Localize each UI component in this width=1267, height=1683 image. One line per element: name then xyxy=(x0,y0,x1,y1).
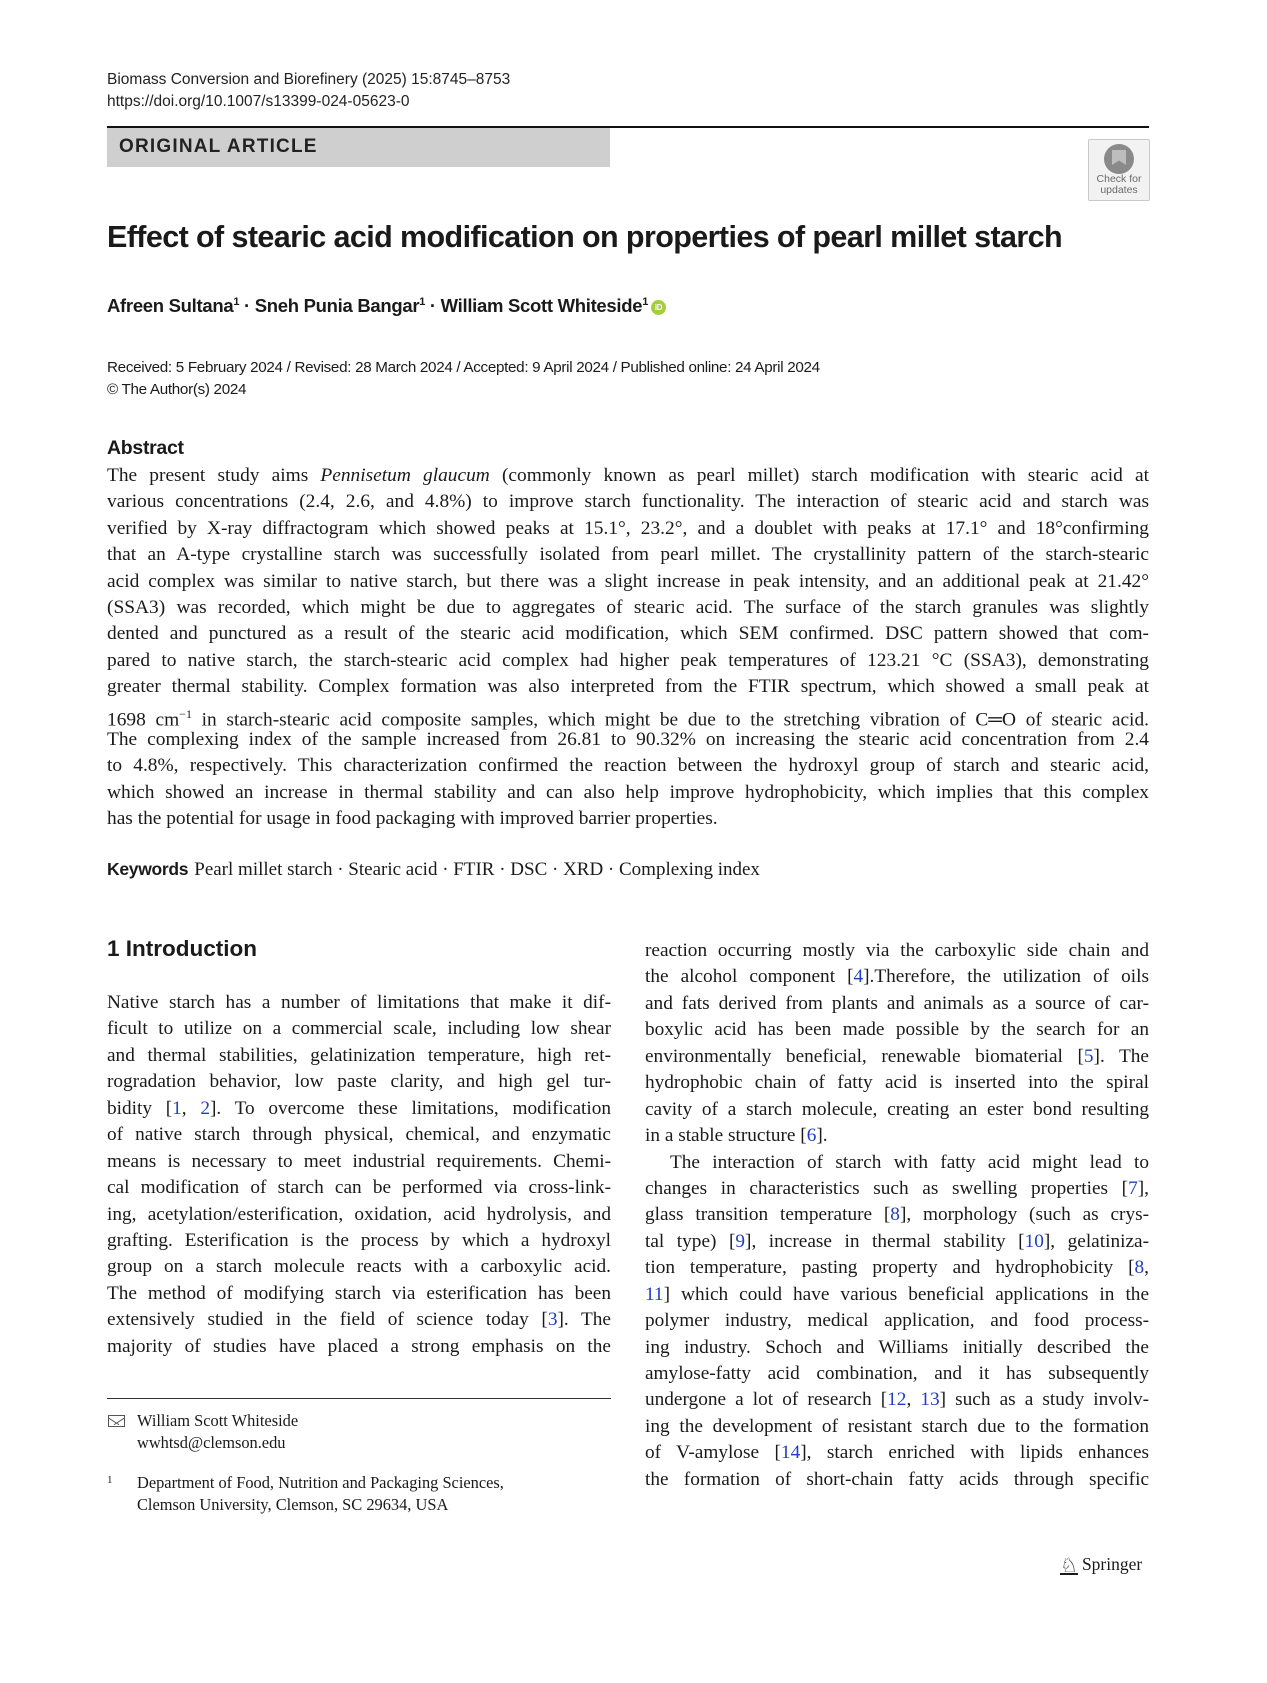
citation-link[interactable]: 2 xyxy=(200,1097,210,1119)
text-run: greater thermal stability. Complex formation was also interpreted from the FTIR spectrum, which showed a small peak at xyxy=(107,676,1149,698)
text-run: various concentrations (2.4, 2.6, and 4.8%) to improve starch functionality. The interaction of stearic acid and starch was xyxy=(107,491,1149,513)
doi-link[interactable]: https://doi.org/10.1007/s13399-024-05623-0 xyxy=(107,93,410,110)
section-heading-introduction: 1 Introduction xyxy=(107,936,257,961)
article-type-band xyxy=(107,128,610,167)
text-run: environmentally beneficial, renewable biomaterial [ xyxy=(645,1045,1084,1067)
author-affiliation-mark: 1 xyxy=(233,295,240,308)
text-run: the formation of short-chain fatty acids through specific xyxy=(645,1468,1149,1490)
text-line xyxy=(645,1361,1149,1387)
text-line xyxy=(107,463,1149,489)
text-line xyxy=(107,1122,611,1148)
text-run: polymer industry, medical application, and food process- xyxy=(645,1310,1149,1332)
text-run: bidity [ xyxy=(107,1097,173,1119)
text-line xyxy=(107,648,1149,674)
publisher-logo xyxy=(1060,1553,1142,1578)
text-line xyxy=(107,489,1149,515)
text-line xyxy=(645,964,1149,990)
abstract-body xyxy=(107,463,1149,832)
text-line xyxy=(107,1334,611,1360)
text-run: ficult to utilize on a commercial scale, including low shear xyxy=(107,1018,611,1040)
citation-link[interactable]: 9 xyxy=(735,1230,746,1252)
publisher-name: Springer xyxy=(1081,1554,1143,1574)
text-run: hydrophobic chain of fatty acid is inserted into the spiral xyxy=(645,1072,1149,1094)
text-run: The present study aims xyxy=(107,465,321,486)
text-run: The method of modifying starch via esterification has been xyxy=(107,1282,611,1304)
text-run: cal modification of starch can be performed via cross-link- xyxy=(107,1177,611,1199)
text-run: of native starch through physical, chemical, and enzymatic xyxy=(107,1124,611,1146)
text-run: , xyxy=(181,1097,201,1119)
text-run: tion temperature, pasting property and hydrophobicity [ xyxy=(645,1257,1135,1279)
check-for-updates-line-2: updates xyxy=(1100,184,1138,196)
citation-link[interactable]: 4 xyxy=(853,966,864,988)
crossmark-icon xyxy=(1104,144,1134,174)
check-for-updates-line-1: Check for xyxy=(1096,173,1142,185)
text-line xyxy=(107,1149,611,1175)
text-run: ]. The xyxy=(1093,1045,1149,1067)
text-run: ing industry. Schoch and Williams initially described the xyxy=(645,1336,1149,1358)
text-run: grafting. Esterification is the process by which a hydroxyl xyxy=(107,1229,611,1251)
orcid-icon[interactable]: iD xyxy=(651,300,666,315)
citation-link[interactable]: 8 xyxy=(1134,1257,1145,1279)
author-separator: · xyxy=(425,295,441,316)
text-run: ] such as a study involv- xyxy=(939,1389,1150,1411)
text-line xyxy=(107,806,1149,832)
footnotes xyxy=(107,1410,504,1515)
text-run: extensively studied in the field of science today [ xyxy=(107,1309,548,1331)
text-run: 1698 cm xyxy=(107,708,180,730)
text-line xyxy=(107,595,1149,621)
footnote-rule xyxy=(107,1398,611,1399)
text-run: and thermal stabilities, gelatinization temperature, high ret- xyxy=(107,1044,611,1066)
text-run: acid complex was similar to native starch, but there was a slight increase in peak intensity, and an additional peak at 21.42° xyxy=(107,570,1149,592)
text-run: undergone a lot of research [ xyxy=(645,1389,888,1411)
text-line xyxy=(107,1043,611,1069)
citation-link[interactable]: 13 xyxy=(920,1389,940,1411)
body-column-left xyxy=(107,990,611,1360)
envelope-icon xyxy=(108,1415,125,1427)
keywords xyxy=(107,859,760,881)
text-run: amylose-fatty acid combination, and it has subsequently xyxy=(645,1363,1149,1384)
text-run: which showed an increase in thermal stability and can also help improve hydrophobicity, which implies that this complex xyxy=(107,781,1149,803)
text-line xyxy=(107,1307,611,1333)
text-line xyxy=(107,990,611,1016)
text-run: ], increase in thermal stability [ xyxy=(745,1230,1025,1252)
text-run: cavity of a starch molecule, creating an ester bond resulting xyxy=(645,1098,1149,1120)
text-line xyxy=(645,1440,1149,1466)
text-line xyxy=(645,1335,1149,1361)
text-line xyxy=(645,1044,1149,1070)
citation-link[interactable]: 6 xyxy=(806,1125,817,1147)
text-run: group on a starch molecule reacts with a carboxylic acid. xyxy=(107,1256,611,1278)
author-name: Sneh Punia Bangar xyxy=(254,295,420,316)
citation-link[interactable]: 10 xyxy=(1024,1230,1044,1252)
text-line xyxy=(107,674,1149,700)
text-run: ing the development of resistant starch due to the formation xyxy=(645,1415,1149,1437)
text-run: to 4.8%, respectively. This characterization confirmed the reaction between the hydroxyl group of starch and stearic acid, xyxy=(107,755,1149,777)
text-run: The complexing index of the sample increased from 26.81 to 90.32% on increasing the stearic acid concentration from 2.4 xyxy=(107,728,1149,750)
article-type-label: ORIGINAL ARTICLE xyxy=(119,136,318,157)
text-run: ]. To overcome these limitations, modification xyxy=(209,1097,612,1119)
author-list xyxy=(107,295,666,317)
citation-link[interactable]: 8 xyxy=(890,1204,900,1226)
text-run: means is necessary to meet industrial requirements. Chemi- xyxy=(107,1150,611,1172)
text-run: changes in characteristics such as swelling properties [ xyxy=(645,1177,1129,1199)
text-run: in starch-stearic acid composite samples, which might be due to the stretching vibration of C═O of stearic acid. xyxy=(191,708,1149,730)
citation-link[interactable]: 12 xyxy=(887,1389,907,1411)
text-line xyxy=(107,1175,611,1201)
copyright: © The Author(s) 2024 xyxy=(107,380,247,398)
knight-chess-icon: ♘ xyxy=(1060,1555,1078,1577)
citation-link[interactable]: 14 xyxy=(780,1442,801,1464)
text-run: boxylic acid has been made possible by the search for an xyxy=(645,1019,1149,1041)
text-line xyxy=(645,1255,1149,1281)
text-run: glass transition temperature [ xyxy=(645,1204,891,1226)
text-run: , xyxy=(1144,1257,1149,1279)
text-run: ], starch enriched with lipids enhances xyxy=(800,1442,1150,1464)
italic-term: Pennisetum glaucum xyxy=(320,465,490,486)
text-line xyxy=(107,621,1149,647)
text-run: dented and punctured as a result of the stearic acid modification, which SEM confirmed. DSC pattern showed that com- xyxy=(107,623,1149,645)
text-line xyxy=(107,1016,611,1042)
text-line xyxy=(107,701,1149,730)
text-line xyxy=(645,1017,1149,1043)
text-line xyxy=(645,1229,1149,1255)
text-line xyxy=(107,1202,611,1228)
text-run: ] which could have various beneficial applications in the xyxy=(663,1283,1149,1305)
journal-header xyxy=(107,69,510,113)
text-run: majority of studies have placed a strong emphasis on the xyxy=(107,1335,611,1357)
author-name: William Scott Whiteside xyxy=(440,295,643,316)
text-line xyxy=(645,1123,1149,1149)
text-run: the alcohol component [ xyxy=(645,966,854,988)
text-line xyxy=(107,1228,611,1254)
text-run: pared to native starch, the starch-stearic acid complex had higher peak temperatures of 123.21 °C (SSA3), demonstrating xyxy=(107,649,1149,671)
text-run: ], gelatiniza- xyxy=(1043,1230,1149,1252)
citation-link[interactable]: 7 xyxy=(1128,1177,1138,1199)
check-for-updates-button[interactable] xyxy=(1088,139,1150,201)
text-run: rogradation behavior, low paste clarity, and high gel tur- xyxy=(107,1071,611,1093)
text-line xyxy=(107,569,1149,595)
author-name: Afreen Sultana xyxy=(107,295,234,316)
text-run: ing, acetylation/esterification, oxidation, acid hydrolysis, and xyxy=(107,1203,611,1225)
text-run: ]. The xyxy=(557,1309,611,1331)
text-line xyxy=(645,991,1149,1017)
citation-link[interactable]: 1 xyxy=(172,1097,182,1119)
text-line xyxy=(107,1096,611,1122)
text-run: and fats derived from plants and animals as a source of car- xyxy=(645,992,1149,1014)
text-line xyxy=(645,1414,1149,1440)
text-line xyxy=(107,1281,611,1307)
text-line xyxy=(107,1069,611,1095)
check-for-updates-label xyxy=(1089,174,1149,196)
text-line xyxy=(645,1308,1149,1334)
text-run: in a stable structure [ xyxy=(645,1125,807,1147)
text-run: ], xyxy=(1137,1177,1149,1199)
corresponding-author-email[interactable]: wwhtsd@clemson.edu xyxy=(137,1432,286,1452)
text-line xyxy=(645,1097,1149,1123)
citation-link[interactable]: 11 xyxy=(645,1283,664,1305)
text-run: ], morphology (such as crys- xyxy=(899,1204,1150,1226)
text-line xyxy=(645,1176,1149,1202)
affiliation-mark: 1 xyxy=(107,1474,113,1486)
text-run: has the potential for usage in food packaging with improved barrier properties. xyxy=(107,808,718,830)
corresponding-author-name: William Scott Whiteside xyxy=(137,1411,299,1430)
text-line xyxy=(645,938,1149,964)
text-run: ].Therefore, the utilization of oils xyxy=(863,966,1149,988)
affiliation-line: Clemson University, Clemson, SC 29634, USA xyxy=(137,1494,449,1514)
text-line xyxy=(107,542,1149,568)
citation-link[interactable]: 3 xyxy=(547,1309,558,1331)
text-line xyxy=(645,1070,1149,1096)
text-line xyxy=(107,780,1149,806)
text-line xyxy=(107,727,1149,753)
text-run: (commonly known as pearl millet) starch modification with stearic acid at xyxy=(489,465,1149,486)
text-run: The interaction of starch with fatty acid might lead to xyxy=(670,1151,1149,1173)
text-run: tal type) [ xyxy=(645,1230,736,1252)
corresponding-author xyxy=(107,1410,504,1453)
superscript: −1 xyxy=(179,706,192,721)
text-run: Native starch has a number of limitations that make it dif- xyxy=(107,992,611,1013)
text-run: (SSA3) was recorded, which might be due to aggregates of stearic acid. The surface of the starch granules was slightly xyxy=(107,596,1149,618)
body-column-right xyxy=(645,938,1149,1493)
text-run: verified by X-ray diffractogram which showed peaks at 15.1°, 23.2°, and a doublet with peaks at 17.1° and 18°confirming xyxy=(107,517,1149,539)
publication-dates xyxy=(107,357,820,400)
text-run: of V-amylose [ xyxy=(645,1442,781,1464)
text-line xyxy=(645,1387,1149,1413)
text-run: ]. xyxy=(816,1125,828,1147)
abstract-heading: Abstract xyxy=(107,437,184,459)
affiliation xyxy=(107,1472,504,1515)
keywords-text: Pearl millet starch · Stearic acid · FTIR · DSC · XRD · Complexing index xyxy=(194,859,760,880)
paper-title: Effect of stearic acid modification on properties of pearl millet starch xyxy=(107,220,1063,254)
text-run: that an A-type crystalline starch was successfully isolated from pearl millet. The crystallinity pattern of the starch-stearic xyxy=(107,544,1149,566)
text-line xyxy=(645,1150,1149,1176)
citation-link[interactable]: 5 xyxy=(1083,1045,1094,1067)
author-separator: · xyxy=(239,295,255,316)
keywords-label: Keywords xyxy=(107,859,189,879)
text-line xyxy=(107,1254,611,1280)
author-affiliation-mark: 1 xyxy=(642,295,649,308)
journal-citation: Biomass Conversion and Biorefinery (2025) 15:8745–8753 xyxy=(107,71,511,88)
author-affiliation-mark: 1 xyxy=(419,295,426,308)
text-run: , xyxy=(906,1389,921,1411)
text-run: reaction occurring mostly via the carboxylic side chain and xyxy=(645,940,1149,961)
text-line xyxy=(645,1202,1149,1228)
history-dates: Received: 5 February 2024 / Revised: 28 March 2024 / Accepted: 9 April 2024 / Published online: 24 April 2024 xyxy=(107,359,820,376)
text-line xyxy=(645,1282,1149,1308)
text-line xyxy=(107,516,1149,542)
text-line xyxy=(645,1467,1149,1493)
affiliation-line: Department of Food, Nutrition and Packaging Sciences, xyxy=(137,1473,504,1492)
text-line xyxy=(107,753,1149,779)
